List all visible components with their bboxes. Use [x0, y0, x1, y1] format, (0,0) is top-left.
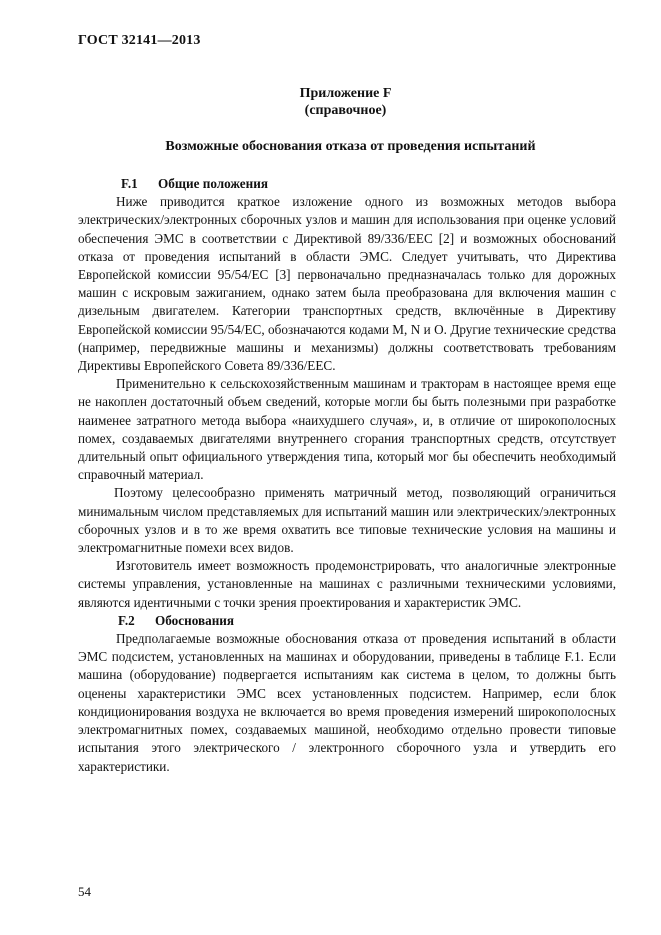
annex-subtitle: (справочное) — [304, 103, 387, 118]
section-title: Обоснования — [155, 612, 235, 628]
page-number: 54 — [78, 884, 91, 899]
paragraph: Ниже приводится краткое изложение одного из возможных методов выбора электрических/электронных сборочных узлов и машин для использования при оценке условий обеспечения ЭМС в соответствии с Директивой 89/336/ЕЕС [2] и возможных обоснований отказа от проведения испытаний в области ЭМС. Следует учитывать, что Директива Европейской комиссии 95/54/ЕС [3] первоначально предназначалась только для дорожных машин с искровым зажиганием, однако затем была преобразована для включения машин с дизельным двигателем. Категории транспортных средств, включённые в Директиву Европейской комиссии 95/54/ЕС, обозначаются кодами M, N и O. Другие технические средства (например, передвижные машины и механизмы) должны соответствовать требованиям Директивы Европейского Совета 89/336/ЕЕС. — [78, 194, 616, 374]
document-body — [78, 175, 616, 776]
annex-heading — [0, 85, 661, 119]
paragraph: Изготовитель имеет возможность продемонстрировать, что аналогичные электронные системы управления, установленные на машинах с различными техническими условиями, являются идентичными с точки зрения проектирования и характеристик ЭМС. — [78, 558, 616, 610]
annex-title: Приложение F — [299, 86, 392, 101]
section-number: F.2 — [118, 612, 135, 628]
document-header: ГОСТ 32141—2013 — [78, 33, 201, 48]
page-title: Возможные обоснования отказа от проведения испытаний — [165, 139, 536, 154]
section-heading-f2 — [78, 612, 616, 630]
section-number: F.1 — [121, 176, 138, 191]
section-title: Общие положения — [158, 176, 268, 191]
paragraph: Предполагаемые возможные обоснования отказа от проведения испытаний в области ЭМС подсистем, установленных на машинах и оборудовании, приведены в таблице F.1. Если машина (оборудование) подвергается испытаниям как система в целом, то должны быть оценены характеристики ЭМС всех установленных подсистем. Например, если блок кондиционирования воздуха не включается во время проведения измерений широкополосных электромагнитных помех, создаваемых машиной, необходимо отдельно провести типовые испытания этого электрического / электронного сборочного узла и утвердить его характеристики. — [78, 631, 616, 774]
paragraph: Применительно к сельскохозяйственным машинам и тракторам в настоящее время еще не накоплен достаточный объем сведений, которые могли бы быть полезными при разработке наименее затратного метода выбора «наихудшего случая», и, в отличие от широкополосных помех, создаваемых двигателями внутреннего сгорания транспортных средств, отсутствует длительный опыт официального утверждения типа, который мог бы обеспечить необходимый справочный материал. — [78, 376, 616, 483]
section-heading-f1 — [78, 175, 616, 193]
paragraph: Поэтому целесообразно применять матричный метод, позволяющий ограничиться минимальным числом представляемых для испытаний машин или электрических/электронных сборочных узлов и в то же время охватить все типовые технические условия на машины и электромагнитные помехи всех видов. — [78, 485, 616, 556]
